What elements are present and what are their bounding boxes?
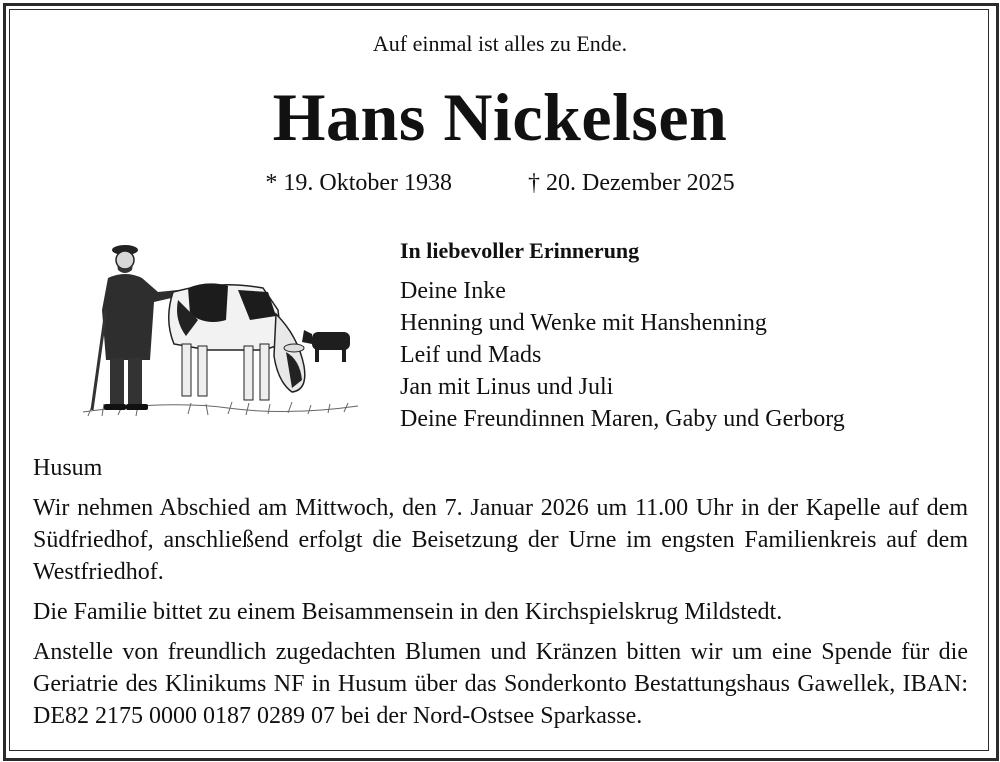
mourner-line: Deine Freundinnen Maren, Gaby und Gerborg (400, 406, 845, 432)
place-name: Husum (33, 455, 103, 481)
distant-cow (302, 330, 350, 362)
life-dates (0, 170, 1000, 197)
cow-figure (169, 283, 305, 400)
man-with-cows-illustration (78, 240, 363, 420)
mourner-line: Leif und Mads (400, 342, 542, 368)
deceased-name: Hans Nickelsen (272, 79, 728, 155)
funeral-paragraph: Wir nehmen Abschied am Mittwoch, den 7. Januar 2026 um 11.00 Uhr in der Kapelle auf dem Südfriedhof, anschließend erfolgt die Beisetzung der Urne im engsten Familienkreis auf dem Westfriedhof. (33, 495, 968, 585)
mourner-line: Deine Inke (400, 278, 506, 304)
gathering-paragraph: Die Familie bittet zu einem Beisammensein in den Kirchspielskrug Mildstedt. (33, 599, 783, 625)
death-date: † 20. Dezember 2025 (528, 170, 735, 196)
mourner-line: Jan mit Linus und Juli (400, 374, 614, 400)
farmer-figure (92, 245, 180, 410)
donation-paragraph: Anstelle von freundlich zugedachten Blumen und Kränzen bitten wir um eine Spende für die Geriatrie des Klinikums NF in Husum über das Sonderkonto Bestattungshaus Gawellek, IBAN: DE82 2175 0000 0187 0289 07 bei der Nord-Ostsee Sparkasse. (33, 639, 968, 729)
motto: Auf einmal ist alles zu Ende. (372, 31, 628, 56)
birth-date: * 19. Oktober 1938 (265, 170, 453, 196)
mourners-block (400, 235, 845, 435)
mourner-line: Henning und Wenke mit Hanshenning (400, 310, 767, 336)
remembrance-heading: In liebevoller Erinnerung (400, 238, 640, 263)
notice-body (33, 492, 968, 740)
